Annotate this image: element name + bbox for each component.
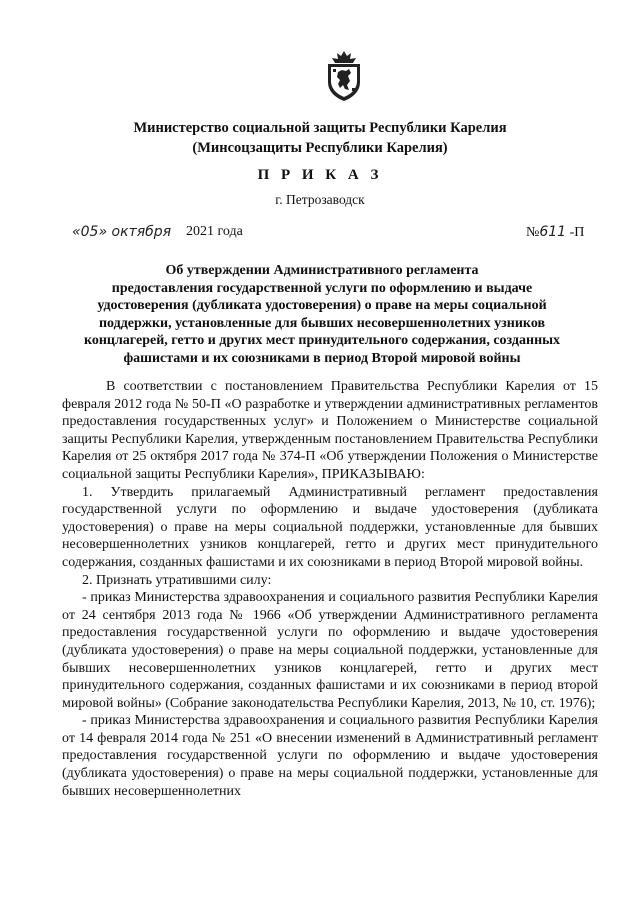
item-2-subitem-2: - приказ Министерства здравоохранения и социального развития Республики Карелия от 14 февраля 2014 года № 251 «О внесении изменений в Административный регламент предоставления государственной услуги по оформлению и выдаче удостоверения (дубликата удостоверения) о праве на меры социальной поддержки, установленные для бывших несовершеннолетних	[62, 713, 598, 799]
ministry-name: Министерство социальной защиты Республики Карелия	[133, 120, 507, 136]
order-number	[526, 224, 584, 241]
item-2-subitem-1: - приказ Министерства здравоохранения и социального развития Республики Карелия от 24 сентября 2013 года № 1966 «Об утверждении Административного регламента предоставления государственной услуги по оформлению и выдаче удостоверения (дубликата удостоверения) о праве на меры социальной поддержки, установленные для бывших несовершеннолетних узников концлагерей, гетто и других мест принудительного содержания, созданных фашистами и их союзниками в период второй мировой войны» (Собрание законодательства Республики Карелия, 2013, № 10, ст. 1976);	[62, 590, 598, 711]
ministry-short-name: (Минсоцзащиты Республики Карелия)	[192, 140, 448, 156]
subject-line: концлагерей, гетто и других мест принудительного содержания, созданных	[83, 333, 561, 348]
order-subject	[62, 262, 582, 367]
coat-of-arms-icon	[325, 50, 363, 102]
item-2-paragraph: 2. Признать утратившими силу:	[82, 572, 272, 588]
order-title: П Р И К А З	[257, 167, 383, 183]
city: г. Петрозаводск	[275, 192, 365, 207]
order-body	[62, 378, 598, 800]
subject-line: удостоверения (дубликата удостоверения) о праве на меры социальной	[97, 298, 547, 313]
subject-line: фашистами и их союзниками в период Второй мировой войны	[123, 350, 521, 366]
preamble-paragraph: В соответствии с постановлением Правительства Республики Карелия от 15 февраля 2012 года № 50-П «О разработке и утверждении административных регламентов предоставления государственных услуг» и Положением о Министерстве социальной защиты Республики Карелия, утвержденным постановлением Правительства Республики Карелия от 25 октября 2017 года № 374-П «Об утверждении Положения о Министерстве социальной защиты Республики Карелия», ПРИКАЗЫВАЮ:	[62, 379, 598, 482]
item-1-paragraph: 1. Утвердить прилагаемый Административный регламент предоставления государственной услуги по оформлению и выдаче удостоверения (дубликата удостоверения) о праве на меры социальной поддержки, установленные для бывших несовершеннолетних узников концлагерей, гетто и других мест принудительного содержания, созданных фашистами и их союзниками в период Второй мировой войны.	[62, 484, 598, 570]
subject-line: предоставления государственной услуги по оформлению и выдаче	[111, 280, 533, 296]
number-prefix: №	[526, 225, 540, 240]
order-year: 2021 года	[186, 224, 243, 239]
number-suffix: -П	[569, 225, 585, 240]
number-handwritten: 611	[539, 224, 567, 240]
order-date-handwritten: «05» октября	[72, 224, 172, 240]
subject-line: Об утверждении Административного регламента	[165, 263, 479, 278]
subject-line: поддержки, установленные для бывших несовершеннолетних узников	[98, 315, 546, 331]
